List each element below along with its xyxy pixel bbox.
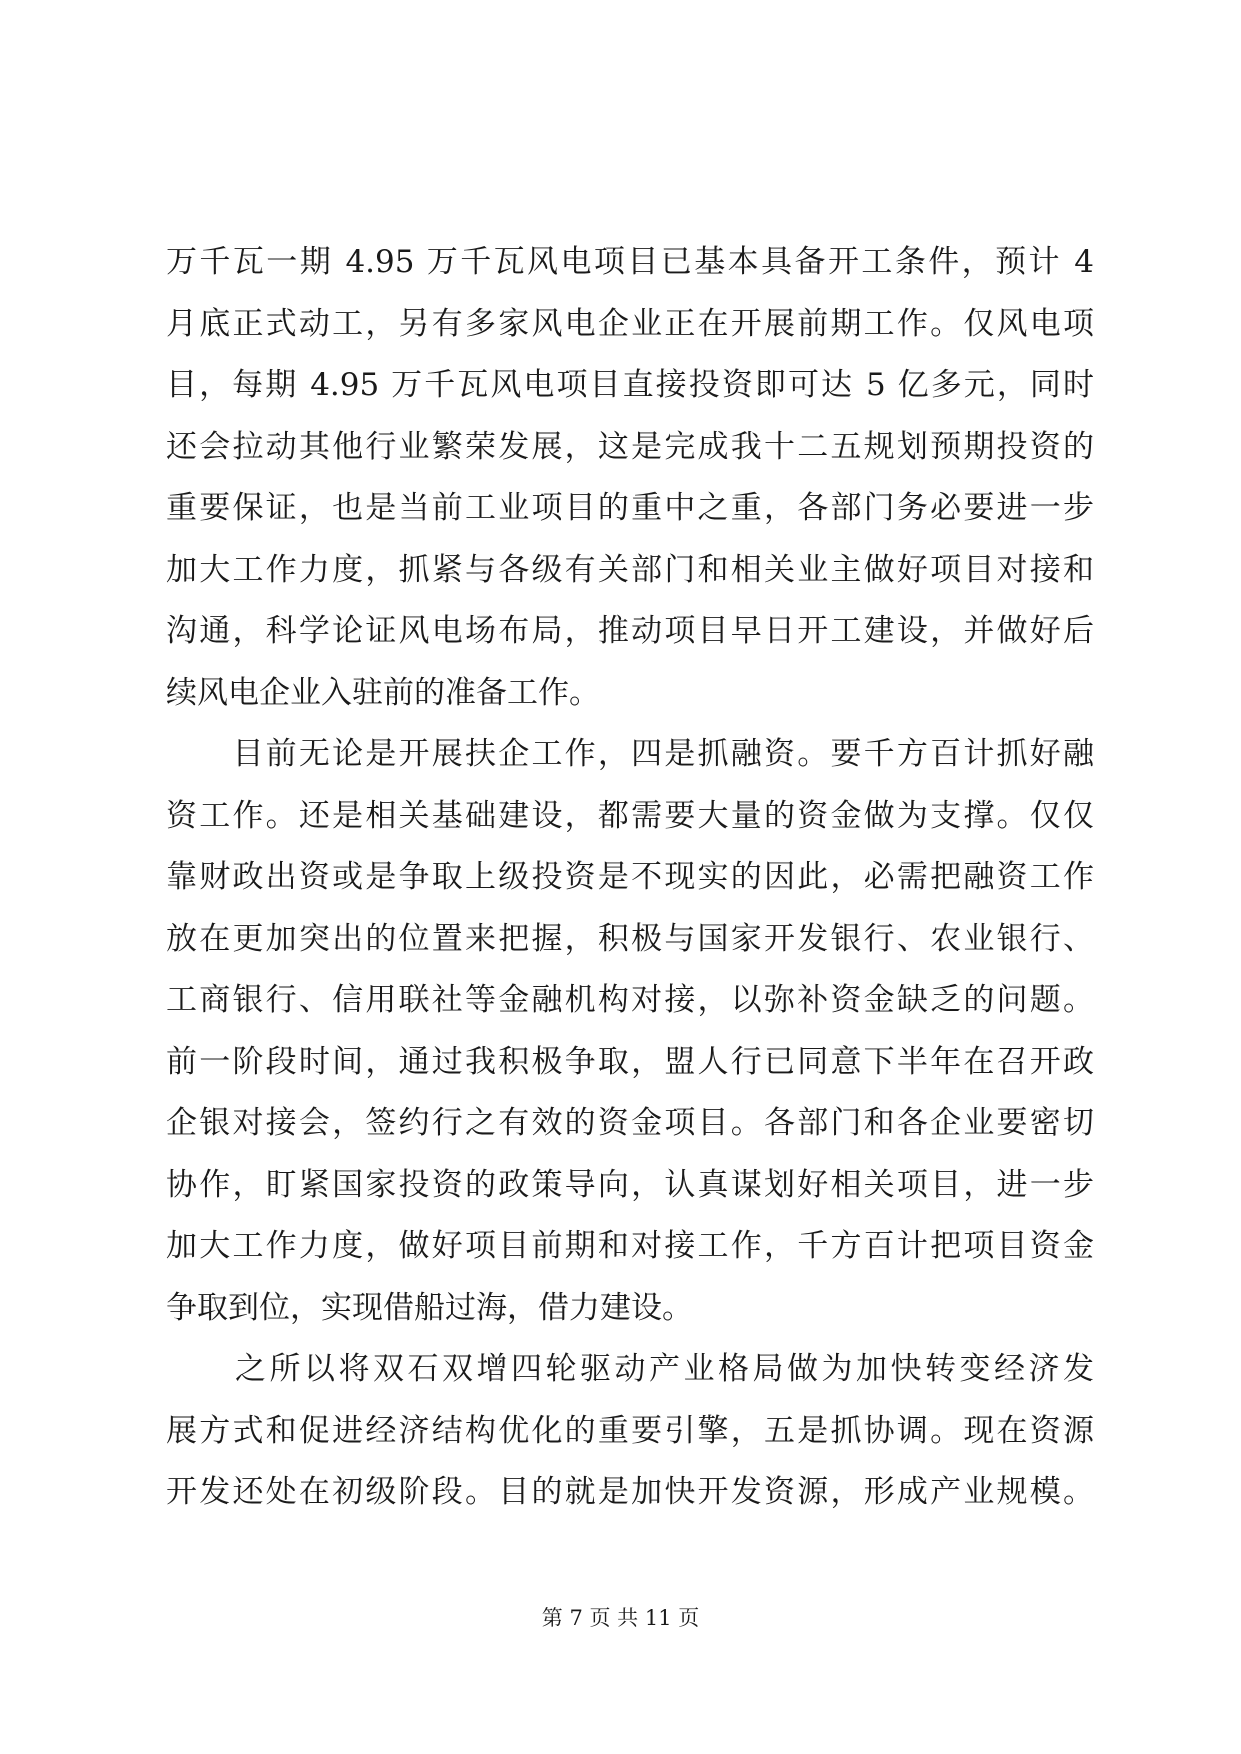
text-line: 协作，盯紧国家投资的政策导向，认真谋划好相关项目，进一步 <box>166 1166 1094 1203</box>
text-line: 企银对接会，签约行之有效的资金项目。各部门和各企业要密切 <box>166 1105 1094 1141</box>
text-line: 开发还处在初级阶段。目的就是加快开发资源，形成产业规模。 <box>166 1474 1094 1510</box>
text-line: 放在更加突出的位置来把握，积极与国家开发银行、农业银行、 <box>166 920 1094 957</box>
text-line: 争取到位，实现借船过海，借力建设。 <box>166 1289 693 1326</box>
document-body <box>166 232 1094 1524</box>
text-line: 展方式和促进经济结构优化的重要引擎，五是抓协调。现在资源 <box>166 1412 1094 1449</box>
text-line: 前一阶段时间，通过我积极争取，盟人行已同意下半年在召开政 <box>166 1043 1094 1080</box>
text-line: 目前无论是开展扶企工作，四是抓融资。要千方百计抓好融 <box>166 736 1094 772</box>
text-line: 靠财政出资或是争取上级投资是不现实的因此，必需把融资工作 <box>166 859 1094 895</box>
text-line: 加大工作力度，抓紧与各级有关部门和相关业主做好项目对接和 <box>166 551 1094 588</box>
text-line: 资工作。还是相关基础建设，都需要大量的资金做为支撑。仅仅 <box>166 797 1094 834</box>
text-line: 加大工作力度，做好项目前期和对接工作，千方百计把项目资金 <box>166 1228 1094 1264</box>
text-line: 沟通，科学论证风电场布局，推动项目早日开工建设，并做好后 <box>166 613 1094 649</box>
page-number-footer: 第 7 页 共 11 页 <box>541 1606 700 1630</box>
text-line: 还会拉动其他行业繁荣发展，这是完成我十二五规划预期投资的 <box>166 428 1094 465</box>
text-line: 目，每期 4.95 万千瓦风电项目直接投资即可达 5 亿多元，同时 <box>166 367 1094 403</box>
text-line: 工商银行、信用联社等金融机构对接，以弥补资金缺乏的问题。 <box>166 982 1094 1018</box>
text-line: 重要保证，也是当前工业项目的重中之重，各部门务必要进一步 <box>166 490 1094 526</box>
text-line: 万千瓦一期 4.95 万千瓦风电项目已基本具备开工条件，预计 4 <box>166 244 1094 280</box>
text-line: 之所以将双石双增四轮驱动产业格局做为加快转变经济发 <box>166 1351 1094 1387</box>
text-line: 月底正式动工，另有多家风电企业正在开展前期工作。仅风电项 <box>166 305 1094 342</box>
text-line: 续风电企业入驻前的准备工作。 <box>166 674 600 711</box>
